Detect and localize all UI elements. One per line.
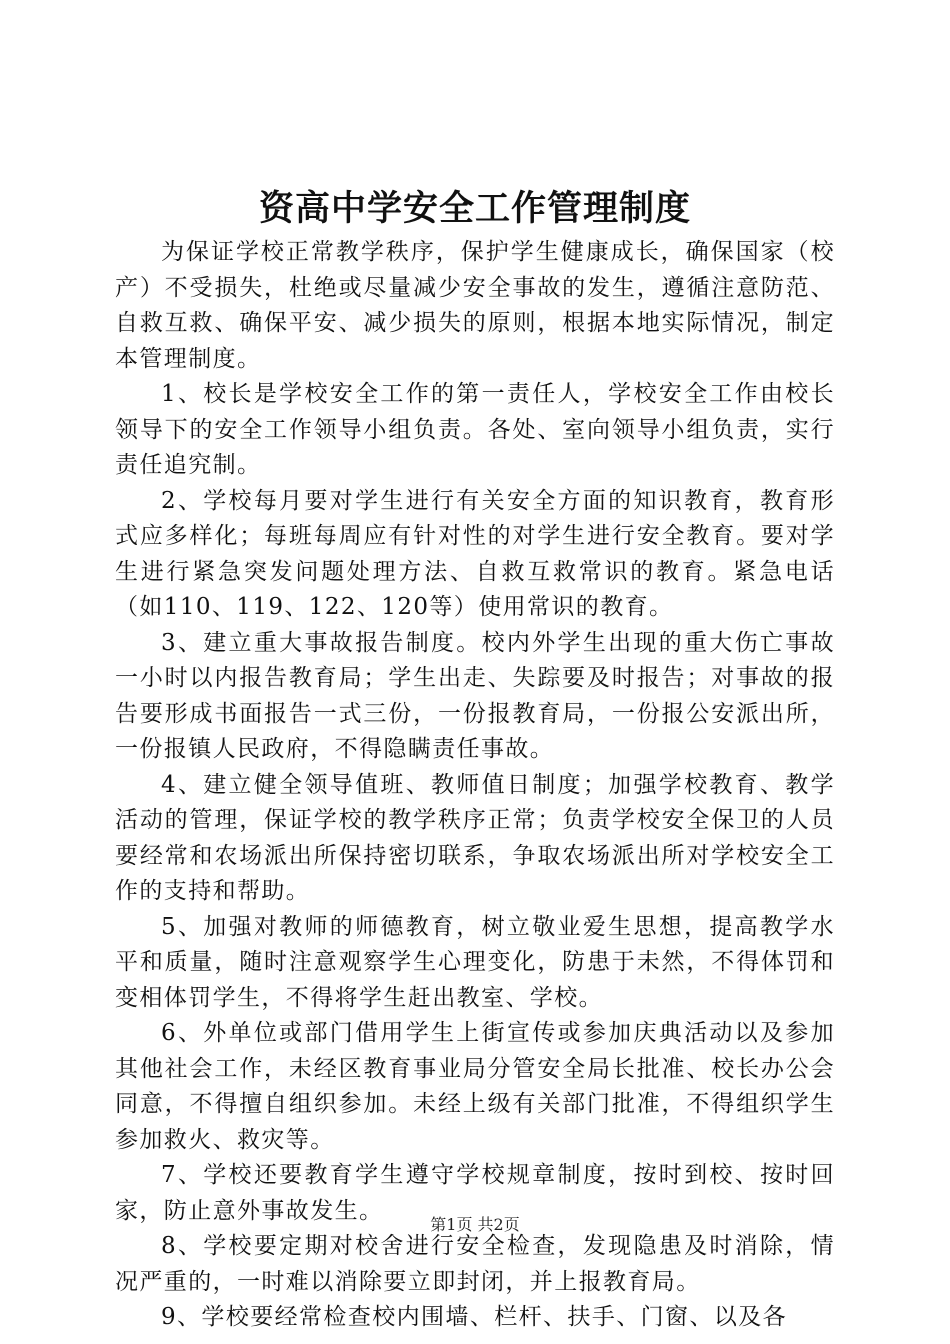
clause-1-paragraph: 1、校长是学校安全工作的第一责任人，学校安全工作由校长领导下的安全工作领导小组负责。各处、室向领导小组负责，实行责任追究制。 xyxy=(115,381,835,478)
document-title: 资高中学安全工作管理制度 xyxy=(258,188,691,229)
clause-9-paragraph: 9、学校要经常检查校内围墙、栏杆、扶手、门窗、以及各 xyxy=(161,1304,788,1330)
clause-3-paragraph: 3、建立重大事故报告制度。校内外学生出现的重大伤亡事故一小时以内报告教育局；学生出走、失踪要及时报告；对事故的报告要形成书面报告一式三份，一份报教育局，一份报公安派出所，一份报镇人民政府，不得隐瞒责任事故。 xyxy=(115,629,835,762)
clause-2-paragraph: 2、学校每月要对学生进行有关安全方面的知识教育，教育形式应多样化；每班每周应有针对性的对学生进行安全教育。要对学生进行紧急突发问题处理方法、自救互救常识的教育。紧急电话（如110、119、122、120等）使用常识的教育。 xyxy=(115,487,835,620)
clause-6-paragraph: 6、外单位或部门借用学生上街宣传或参加庆典活动以及参加其他社会工作，未经区教育事业局分管安全局长批准、校长办公会同意，不得擅自组织参加。未经上级有关部门批准，不得组织学生参加救火、救灾等。 xyxy=(115,1020,835,1153)
document-body xyxy=(115,235,835,1336)
intro-paragraph: 为保证学校正常教学秩序，保护学生健康成长，确保国家（校产）不受损失，杜绝或尽量减少安全事故的发生，遵循注意防范、自救互救、确保平安、减少损失的原则，根据本地实际情况，制定本管理制度。 xyxy=(115,239,835,372)
clause-7-paragraph: 7、学校还要教育学生遵守学校规章制度，按时到校、按时回家，防止意外事故发生。 xyxy=(115,1162,835,1224)
clause-8-paragraph: 8、学校要定期对校舍进行安全检查，发现隐患及时消除，情况严重的，一时难以消除要立即封闭，并上报教育局。 xyxy=(115,1233,835,1295)
clause-5-paragraph: 5、加强对教师的师德教育，树立敬业爱生思想，提高教学水平和质量，随时注意观察学生心理变化，防患于未然，不得体罚和变相体罚学生，不得将学生赶出教室、学校。 xyxy=(115,913,835,1011)
page-number-footer: 第1页 共2页 xyxy=(430,1215,520,1234)
clause-4-paragraph: 4、建立健全领导值班、教师值日制度；加强学校教育、教学活动的管理，保证学校的教学秩序正常；负责学校安全保卫的人员要经常和农场派出所保持密切联系，争取农场派出所对学校安全工作的支持和帮助。 xyxy=(115,771,835,904)
